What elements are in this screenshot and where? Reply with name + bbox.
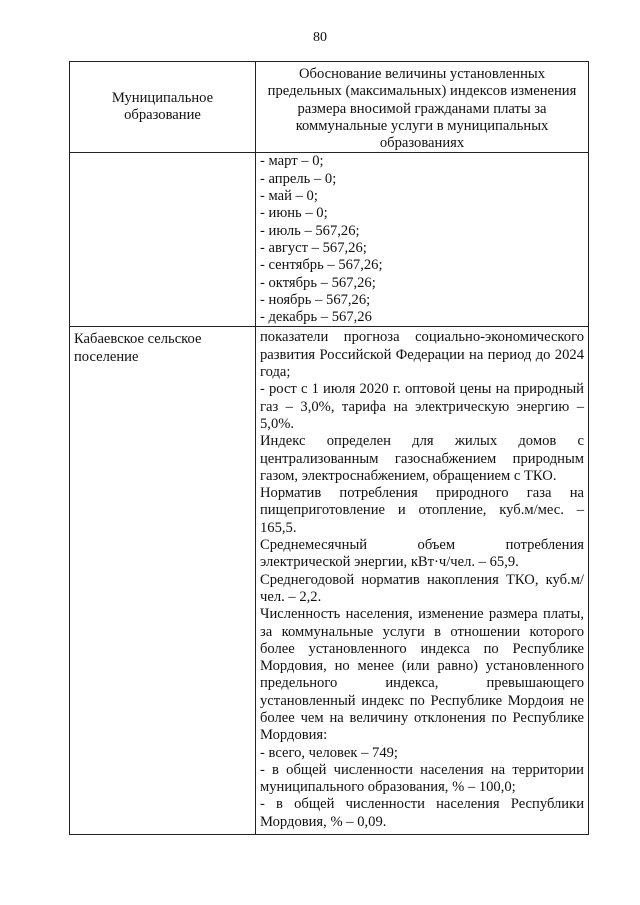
- page-number: 80: [313, 30, 327, 45]
- month-item: - ноябрь – 567,26;: [260, 291, 371, 308]
- paragraph: показатели прогноза социально-экономического развития Российской Федерации на период до 2024 года;: [260, 329, 584, 381]
- table-header-row: [70, 62, 589, 153]
- month-item: - март – 0;: [260, 153, 324, 170]
- continuation-left-cell: [70, 153, 256, 327]
- paragraph: - всего, человек – 749;: [260, 744, 398, 761]
- month-item: - август – 567,26;: [260, 239, 367, 256]
- index-justification-table: [69, 61, 589, 835]
- paragraph: - в общей численности населения на территории муниципального образования, % – 100,0;: [260, 761, 584, 796]
- table-row-continuation: [70, 153, 589, 327]
- paragraph: Численность населения, изменение размера платы, за коммунальные услуги в отношении которого более установленного индекса по Республике Мордовия, но менее (или равно) установленного предельного индекса, превышающего установленный индекс по Республике Мордоия не более чем на величину отклонения по Республике Мордовия:: [260, 606, 584, 744]
- paragraph: Среднегодовой норматив накопления ТКО, куб.м/чел. – 2,2.: [260, 571, 584, 605]
- justification-text: [256, 327, 589, 835]
- paragraph: Индекс определен для жилых домов с централизованным газоснабжением природным газом, электроснабжением, обращением с ТКО.: [260, 433, 584, 484]
- month-list: [256, 153, 589, 327]
- paragraph: - в общей численности населения Республики Мордовия, % – 0,09.: [260, 796, 584, 830]
- paragraph: Среднемесячный объем потребления электрической энергии, кВт·ч/чел. – 65,9.: [260, 537, 584, 571]
- month-item: - июнь – 0;: [260, 205, 328, 222]
- table-row: [70, 327, 589, 835]
- paragraph: - рост с 1 июля 2020 г. оптовой цены на природный газ – 3,0%, тарифа на электрическую энергию – 5,0%.: [260, 381, 584, 432]
- header-justification: Обоснование величины установленных предельных (максимальных) индексов изменения размера вносимой гражданами платы за коммунальные услуги в муниципальных образованиях: [256, 62, 589, 153]
- paragraph: Норматив потребления природного газа на пищеприготовление и отопление, куб.м/мес. – 165,5.: [260, 485, 584, 536]
- month-item: - июль – 567,26;: [260, 222, 360, 239]
- month-item: - декабрь – 567,26: [260, 309, 372, 326]
- month-item: - октябрь – 567,26;: [260, 274, 376, 291]
- municipality-name: Кабаевское сельское поселение: [70, 327, 256, 835]
- month-item: - май – 0;: [260, 188, 318, 205]
- header-municipality: Муниципальное образование: [70, 62, 256, 153]
- month-item: - апрель – 0;: [260, 170, 337, 187]
- month-item: - сентябрь – 567,26;: [260, 257, 383, 274]
